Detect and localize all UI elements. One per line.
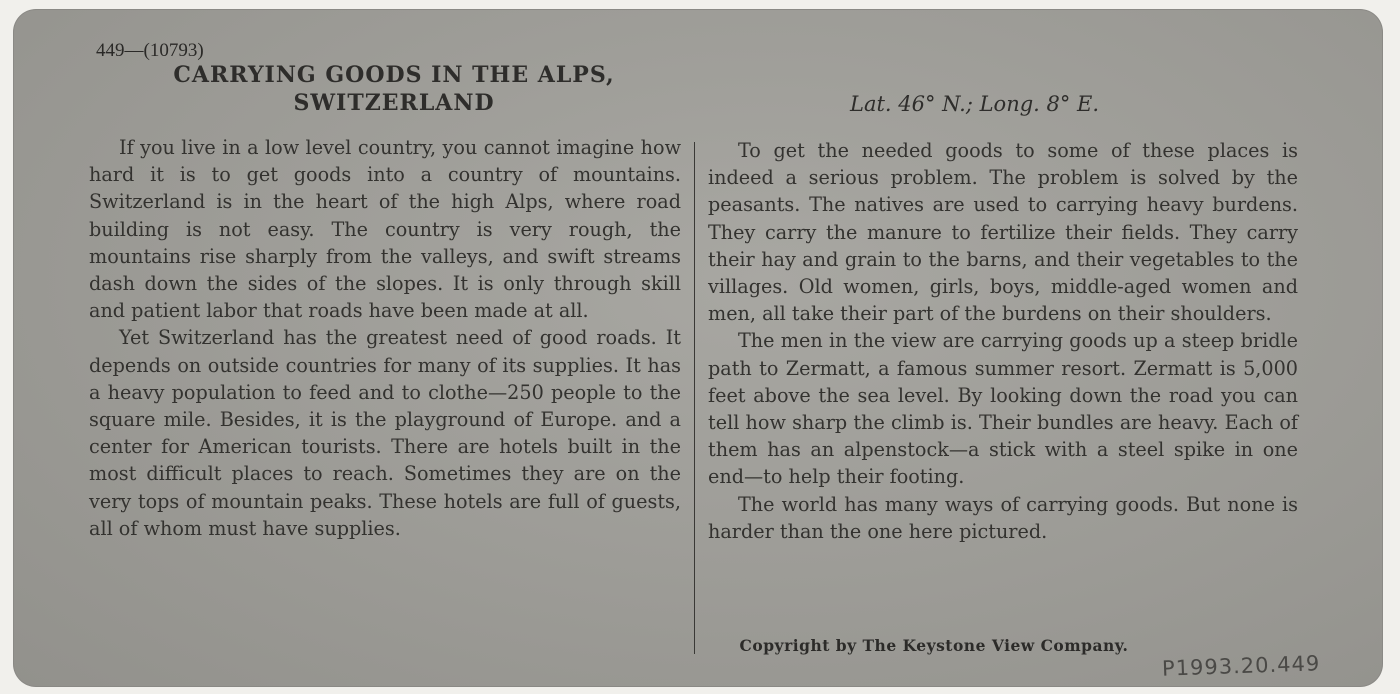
column-divider <box>694 142 695 654</box>
title-line-2: SWITZERLAND <box>293 90 495 116</box>
left-paragraph-2: Yet Switzerland has the greatest need of good roads. It depends on outside countries for many of its supplies. It has a heavy population to feed and to clothe—250 people to the square mile. Besides, it is the playground of Europe. and a center for American tourists. There are hotels built in the most difficult places to reach. Sometimes they are on the very tops of mountain peaks. These hotels are full of guests, all of whom must have supplies. <box>89 326 681 540</box>
title-line-1: CARRYING GOODS IN THE ALPS, <box>173 62 615 88</box>
copyright-notice: Copyright by The Keystone View Company. <box>739 636 1129 655</box>
left-text-column <box>89 134 681 542</box>
left-paragraph-1: If you live in a low level country, you cannot imagine how hard it is to get goods into a country of mountains. Switzerland is in the heart of the high Alps, where road building is not easy. The country is very rough, the mountains rise sharply from the valleys, and swift streams dash down the sides of the slopes. It is only through skill and patient labor that roads have been made at all. <box>89 136 681 323</box>
stereoview-card-back <box>14 10 1382 686</box>
accession-number: P1993.20.449 <box>1161 651 1321 681</box>
right-paragraph-2: The men in the view are carrying goods up a steep bridle path to Zermatt, a famous summer resort. Zermatt is 5,000 feet above the sea level. By looking down the road you can tell how sharp the climb is. Their bundles are heavy. Each of them has an alpenstock—a stick with a steel spike in one end—to help their footing. <box>708 329 1298 489</box>
right-paragraph-1: To get the needed goods to some of these places is indeed a serious problem. The problem is solved by the peasants. The natives are used to carrying heavy burdens. They carry the manure to fertilize their fields. They carry their hay and grain to the barns, and their vegetables to the villages. Old women, girls, boys, middle-aged women and men, all take their part of the burdens on their shoulders. <box>708 139 1298 326</box>
right-text-column <box>708 137 1298 545</box>
coordinates: Lat. 46° N.; Long. 8° E. <box>850 92 1100 116</box>
catalog-number: 449—(10793) <box>96 40 204 61</box>
right-paragraph-3: The world has many ways of carrying goods. But none is harder than the one here pictured. <box>708 492 1298 543</box>
